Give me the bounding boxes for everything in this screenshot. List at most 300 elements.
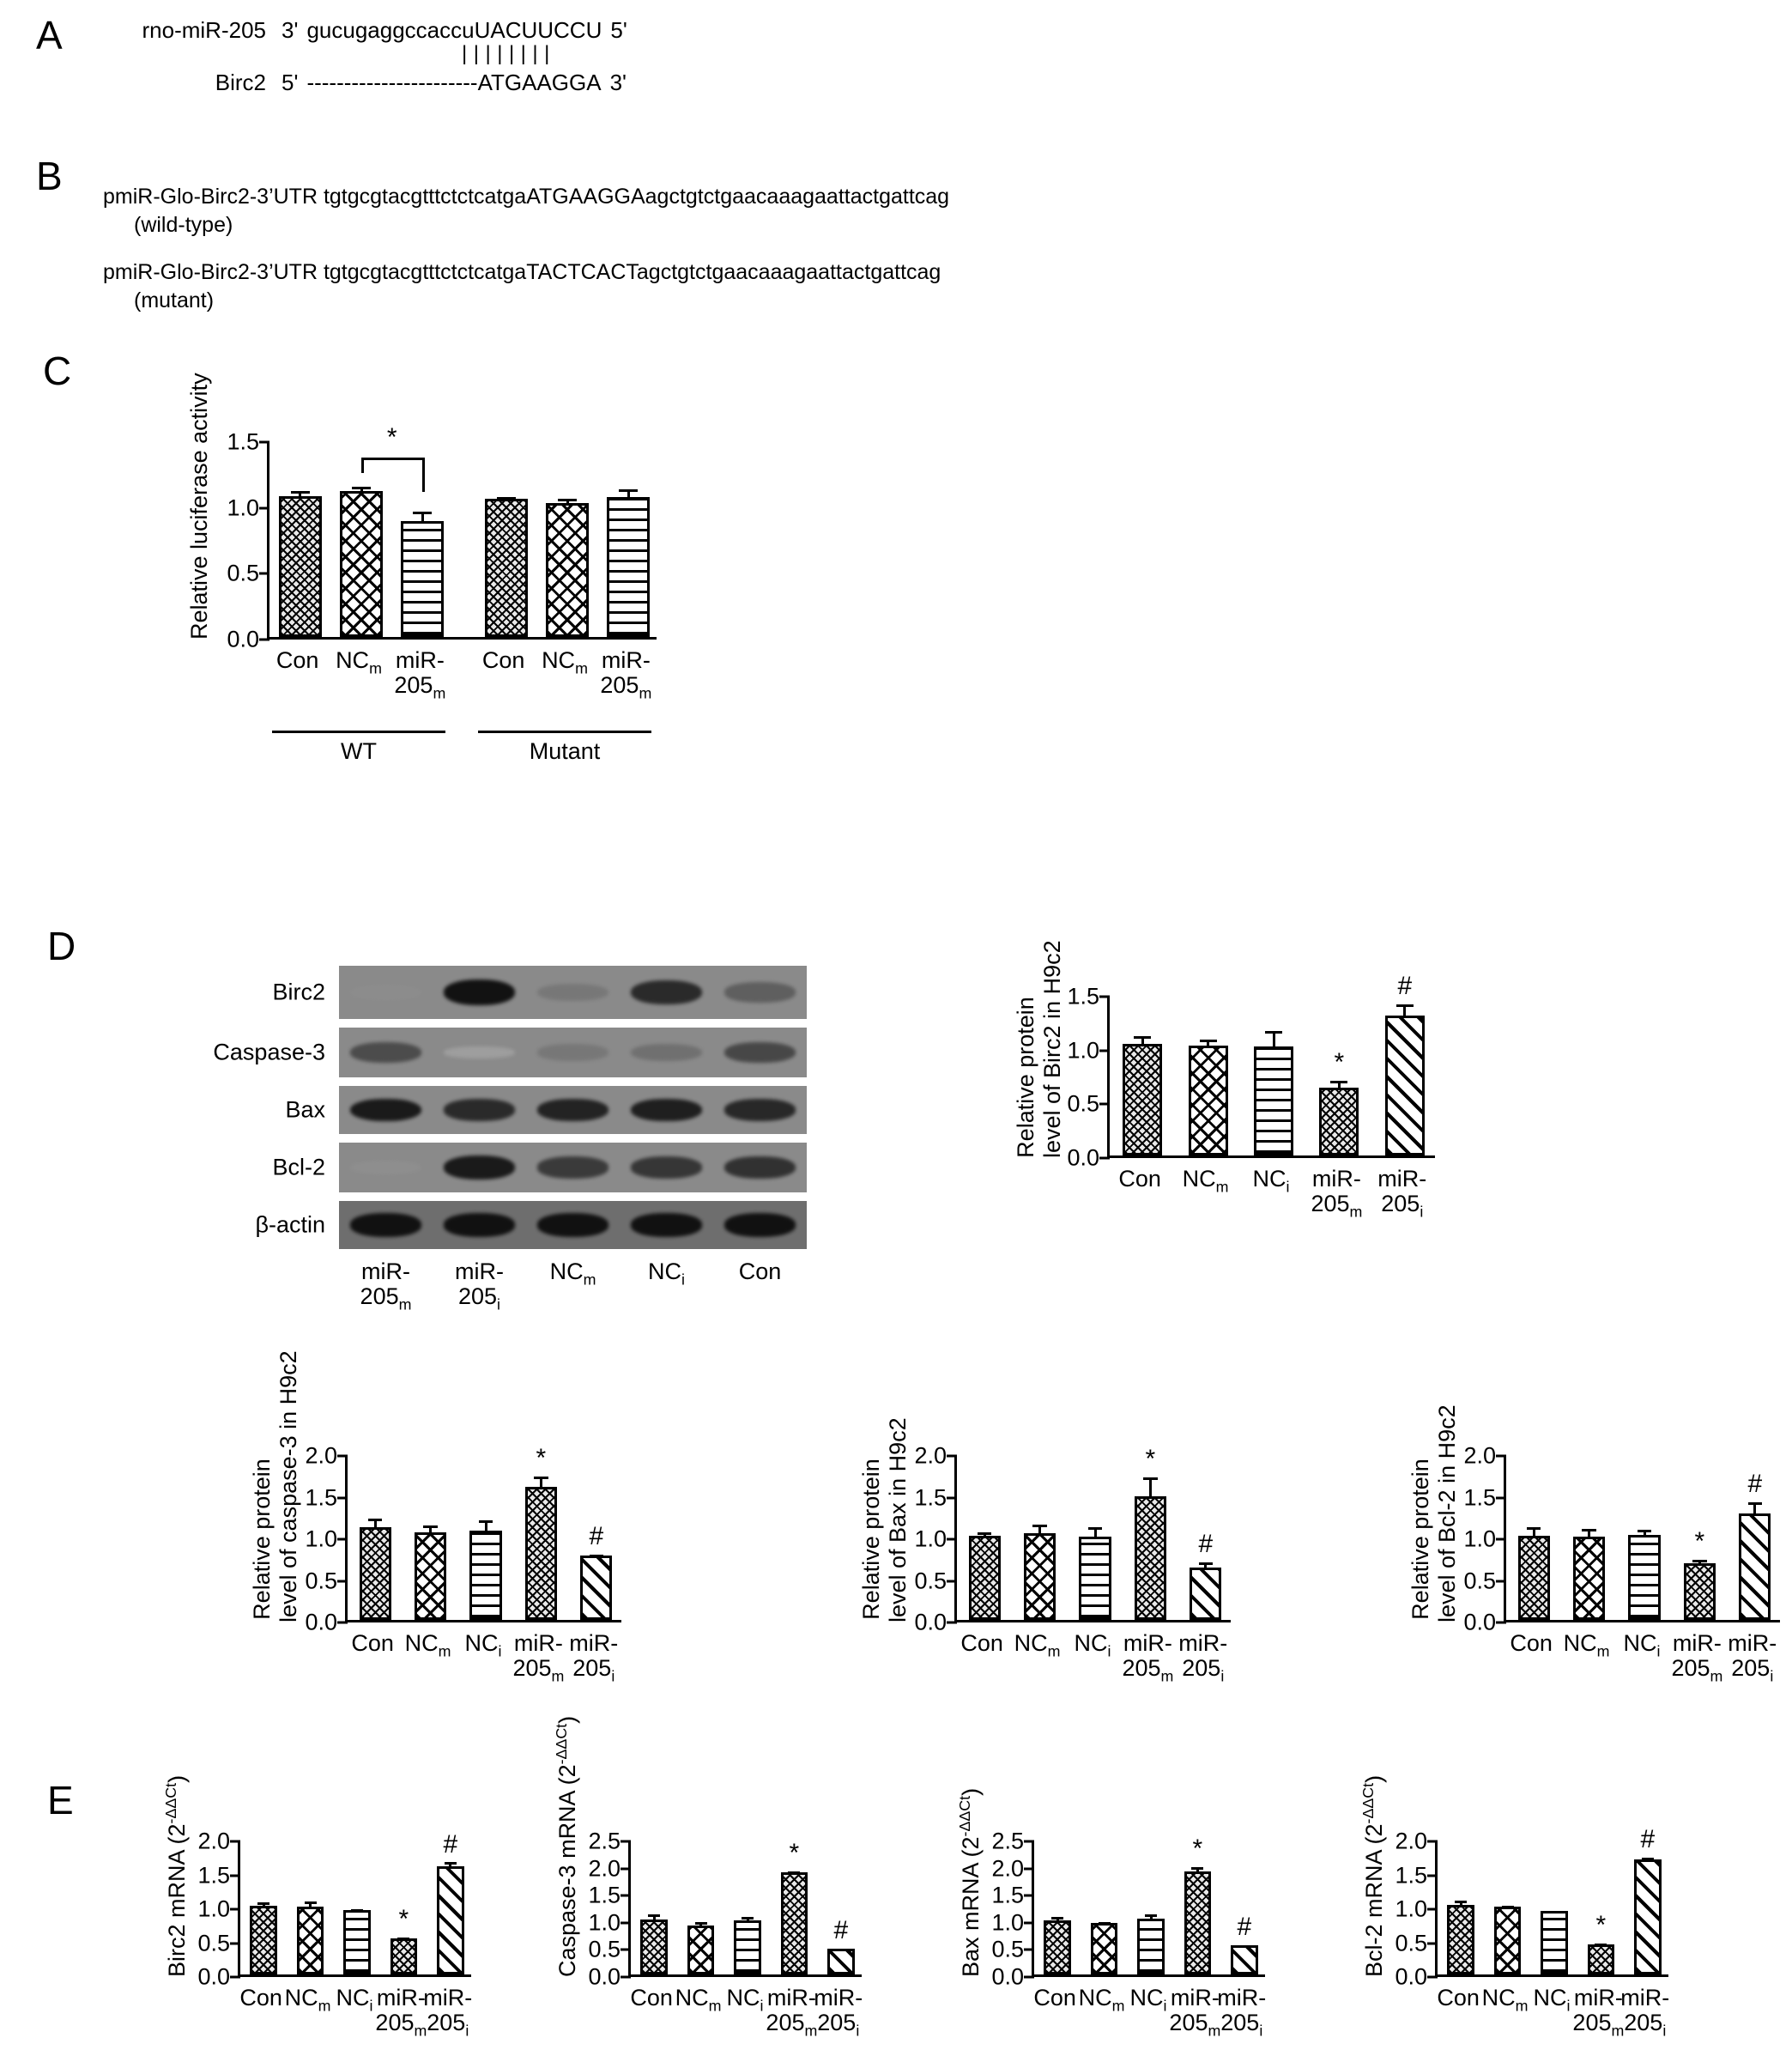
blot-row <box>213 1028 807 1077</box>
y-axis-tick-label: 1.0 <box>227 494 259 521</box>
x-axis-category-label: miR- $205_i$ <box>1377 1166 1427 1221</box>
error-bar <box>1149 1477 1152 1499</box>
alignment-row-5prime: 3' <box>282 17 299 43</box>
y-axis-label: Relative protein level of Bax in H9c2 <box>858 1417 911 1622</box>
error-bar-cap <box>1032 1525 1046 1527</box>
plot-area <box>305 1442 621 1635</box>
y-axis-tick-mark <box>1024 1921 1034 1924</box>
bar <box>1137 1919 1165 1974</box>
error-bar-cap <box>695 1922 707 1925</box>
bar <box>297 1907 324 1974</box>
error-bar-cap <box>788 1871 800 1874</box>
x-axis-category-label: Con <box>630 1985 673 2011</box>
blot-row-label: Bcl-2 <box>272 1154 325 1180</box>
y-axis-tick-label: 0.0 <box>197 1963 230 1990</box>
blot-lane-label: $NC_i$ <box>648 1258 685 1289</box>
bar <box>1024 1533 1056 1620</box>
error-bar-cap <box>1200 1040 1217 1042</box>
group-underline <box>478 731 651 733</box>
bar <box>390 1938 418 1974</box>
blot-band <box>350 1213 421 1236</box>
y-axis-label: Caspase-3 mRNA $(2^{-\Delta\Delta Ct})$ <box>553 1715 580 1977</box>
x-axis-category-label: $NC_i$ <box>336 1985 373 2015</box>
group-label: Mutant <box>529 738 601 764</box>
blot-row-label: Caspase-3 <box>213 1039 325 1065</box>
x-axis-category-label: miR- $205_i$ <box>814 1985 863 2040</box>
panel-letter-b: B <box>36 154 63 198</box>
construct-wildtype-sequence: pmiR-Glo-Birc2-3’UTR tgtgcgtacgtttctctcatgaATGAAGGAagctgtctgaacaaagaattactgattcag <box>103 185 950 209</box>
alignment-row-sequence: gucugaggccaccuUACUUCCU <box>306 17 602 43</box>
y-axis-tick-mark <box>1024 1949 1034 1951</box>
bar <box>1518 1536 1550 1620</box>
y-axis-tick-mark <box>947 1580 957 1582</box>
group-underline <box>272 731 445 733</box>
blot-row-label: β-actin <box>255 1211 325 1238</box>
x-axis-category-label: miR- $205_i$ <box>1620 1985 1670 2040</box>
y-axis-tick-mark <box>230 1841 240 1843</box>
construct-mutant-label: (mutant) <box>134 288 215 312</box>
x-axis-category-label: $NC_i$ <box>1623 1630 1661 1660</box>
significance-bracket-tick <box>361 458 364 473</box>
bar <box>687 1926 715 1974</box>
blot-row <box>255 1201 807 1249</box>
y-axis-tick-label: 0.0 <box>1067 1144 1099 1171</box>
y-axis-tick-mark <box>1496 1496 1506 1499</box>
bar <box>485 499 528 637</box>
error-bar-cap <box>1199 1562 1213 1565</box>
chart-d-birc2-protein <box>1013 940 1442 1240</box>
x-axis-category-label: miR- $205_m$ <box>1169 1985 1221 2040</box>
y-axis-tick-mark <box>1024 1841 1034 1843</box>
blot-band <box>350 1099 421 1122</box>
y-axis-tick-label: 1.5 <box>588 1882 621 1908</box>
x-axis-category-label: Con <box>239 1985 282 2011</box>
bar <box>340 491 383 637</box>
alignment-row-5prime: 5' <box>282 70 299 95</box>
x-axis-category-label: $NC_m$ <box>542 647 588 677</box>
alignment-row-mirna <box>103 17 875 44</box>
bar <box>1447 1905 1474 1974</box>
significance-mark: * <box>1334 1047 1345 1077</box>
blot-band <box>631 1099 702 1121</box>
y-axis-tick-label: 1.0 <box>1067 1037 1099 1064</box>
y-axis-label: Relative protein level of caspase-3 in H9c2 <box>249 1350 302 1622</box>
bar <box>640 1920 668 1974</box>
x-axis-category-label: miR- $205_m$ <box>394 647 446 702</box>
y-axis-tick-mark <box>1024 1976 1034 1979</box>
y-axis-tick-mark <box>337 1496 348 1499</box>
error-bar-cap <box>1145 1914 1157 1917</box>
bar <box>827 1949 855 1974</box>
y-axis-tick-mark <box>230 1908 240 1911</box>
bar <box>360 1527 391 1620</box>
plot-area <box>914 1442 1231 1635</box>
x-axis-category-label: Con <box>275 647 319 673</box>
y-axis-tick-label: 0.5 <box>1395 1930 1427 1956</box>
error-bar-cap <box>1238 1945 1250 1948</box>
significance-mark: * <box>536 1444 547 1473</box>
blot-band <box>537 1213 608 1236</box>
y-axis-tick-label: 0.0 <box>1395 1963 1427 1990</box>
bar <box>1184 1871 1212 1974</box>
panel-letter-c: C <box>43 349 72 393</box>
bar <box>1573 1537 1605 1620</box>
group-label: WT <box>341 738 377 764</box>
error-bar-cap <box>1582 1529 1595 1531</box>
x-axis-category-label: miR- $205_i$ <box>1178 1630 1228 1685</box>
y-axis-label: Relative protein level of Birc2 in H9c2 <box>1013 940 1066 1158</box>
y-axis-tick-mark <box>259 639 269 641</box>
y-axis-tick-mark <box>947 1455 957 1458</box>
y-axis-tick-mark <box>1099 1157 1110 1160</box>
blot-band <box>631 1044 702 1061</box>
error-bar-cap <box>397 1938 409 1940</box>
x-axis-category-label: Con <box>960 1630 1003 1656</box>
significance-mark: * <box>1192 1835 1203 1864</box>
x-axis-category-label: Con <box>1033 1985 1076 2011</box>
y-axis-tick-label: 1.5 <box>227 428 259 455</box>
blot-lane-label: $NC_m$ <box>549 1258 596 1289</box>
y-axis-tick-mark <box>621 1921 631 1924</box>
y-axis-tick-label: 2.0 <box>1395 1828 1427 1854</box>
bar <box>469 1531 501 1620</box>
bar <box>1739 1513 1771 1620</box>
y-axis-tick-mark <box>1099 1049 1110 1052</box>
y-axis-tick-mark <box>947 1622 957 1624</box>
y-axis-tick-mark <box>1496 1455 1506 1458</box>
blot-band <box>444 1046 515 1058</box>
panel-a-alignment <box>103 17 875 96</box>
blot-band <box>537 1099 608 1121</box>
blot-band <box>724 1099 796 1121</box>
bar <box>1189 1046 1228 1155</box>
bar <box>546 503 589 637</box>
x-axis-category-label: miR- $205_m$ <box>766 1985 818 2040</box>
error-bar-cap <box>534 1477 548 1479</box>
y-axis-tick-label: 1.5 <box>914 1484 947 1510</box>
bar <box>1588 1944 1615 1974</box>
panel-letter-e: E <box>47 1778 74 1823</box>
error-bar-cap <box>742 1917 754 1920</box>
chart-e-bax-mrna <box>953 1787 1270 2056</box>
blot-band <box>444 1213 515 1236</box>
y-axis-tick-mark <box>1427 1874 1438 1877</box>
significance-mark: * <box>386 423 397 452</box>
x-axis-category-label: $NC_i$ <box>1252 1166 1290 1196</box>
bar <box>1634 1859 1662 1974</box>
x-axis-category-label: miR- $205_m$ <box>600 647 652 702</box>
y-axis-tick-label: 0.5 <box>991 1936 1024 1962</box>
bar <box>781 1872 808 1974</box>
y-axis-tick-mark <box>337 1538 348 1541</box>
construct-wildtype-label: (wild-type) <box>134 213 233 237</box>
y-axis-tick-mark <box>259 573 269 575</box>
bar <box>437 1866 464 1974</box>
y-axis-tick-mark <box>1496 1538 1506 1541</box>
y-axis-tick-label: 1.5 <box>991 1882 1024 1908</box>
y-axis-tick-label: 0.0 <box>914 1609 947 1635</box>
bar <box>1319 1088 1359 1155</box>
error-bar-cap <box>1191 1867 1203 1870</box>
x-axis-category-label: $NC_m$ <box>1182 1166 1229 1196</box>
x-axis-category-label: $NC_i$ <box>464 1630 502 1660</box>
blot-band <box>537 1044 608 1060</box>
y-axis-tick-label: 2.0 <box>1463 1442 1496 1469</box>
blot-lane-label: Con <box>738 1258 782 1284</box>
y-axis-tick-mark <box>1427 1942 1438 1944</box>
x-axis-category-label: miR- $205_i$ <box>569 1630 619 1685</box>
x-axis-category-label: Con <box>1510 1630 1553 1656</box>
error-bar-cap <box>497 497 516 500</box>
error-bar-cap <box>351 1909 363 1912</box>
blot-band <box>631 1156 702 1179</box>
error-bar-cap <box>619 489 638 492</box>
y-axis-tick-label: 0.0 <box>227 626 259 652</box>
chart-c-luciferase <box>185 373 665 764</box>
bar <box>607 497 650 637</box>
significance-mark: * <box>1145 1445 1156 1474</box>
y-axis-tick-mark <box>337 1455 348 1458</box>
y-axis-tick-label: 0.0 <box>305 1609 337 1635</box>
y-axis-tick-label: 1.5 <box>1067 983 1099 1010</box>
error-bar-cap <box>479 1520 493 1523</box>
plot-area <box>1463 1442 1780 1635</box>
y-axis-tick-label: 0.5 <box>305 1568 337 1593</box>
plot-area <box>588 1828 862 1990</box>
y-axis-tick-label: 0.5 <box>1067 1090 1099 1117</box>
blot-band <box>444 1155 515 1180</box>
bar <box>525 1487 557 1620</box>
bar <box>734 1920 761 1974</box>
y-axis-tick-mark <box>259 441 269 444</box>
x-axis-category-label: miR- $205_m$ <box>1122 1630 1174 1685</box>
blot-band <box>724 982 796 1003</box>
error-bar-cap <box>1088 1527 1102 1530</box>
y-axis-tick-mark <box>259 506 269 509</box>
x-axis-category-label: $NC_m$ <box>1481 1985 1529 2015</box>
bar <box>1385 1016 1425 1155</box>
bar <box>1254 1046 1293 1155</box>
blot-band <box>724 1042 796 1063</box>
error-bar-cap <box>558 499 577 501</box>
error-bar-cap <box>835 1949 847 1951</box>
construct-mutant-sequence: pmiR-Glo-Birc2-3’UTR tgtgcgtacgtttctctcatgaTACTCACTagctgtctgaacaaagaattactgattcag <box>103 260 941 284</box>
panel-b-constructs <box>103 185 1305 336</box>
significance-mark: # <box>1397 971 1413 1000</box>
chart-e-caspase3-mrna <box>549 1715 867 2056</box>
error-bar-cap <box>368 1519 382 1521</box>
alignment-pairing: |||||||| <box>462 42 556 65</box>
y-axis-tick-label: 0.0 <box>1463 1609 1496 1635</box>
significance-bracket-tick <box>422 458 425 492</box>
error-bar-cap <box>1692 1560 1706 1562</box>
error-bar-cap <box>1642 1858 1654 1860</box>
x-axis-category-label: miR- $205_i$ <box>1728 1630 1777 1685</box>
blot-band <box>724 1213 796 1236</box>
chart-e-birc2-mrna <box>159 1774 476 2056</box>
bar <box>1135 1496 1166 1620</box>
y-axis-tick-label: 1.5 <box>1463 1484 1496 1510</box>
blot-band <box>350 985 421 1000</box>
y-axis-tick-mark <box>621 1841 631 1843</box>
significance-mark: # <box>589 1522 604 1551</box>
panel-letter-a: A <box>36 13 63 58</box>
alignment-row-3prime: 3' <box>609 70 627 95</box>
error-bar-cap <box>1748 1502 1762 1505</box>
significance-mark: # <box>833 1915 849 1944</box>
y-axis-tick-label: 1.5 <box>197 1862 230 1888</box>
y-axis-tick-label: 1.0 <box>1395 1895 1427 1922</box>
blot-row-label: Bax <box>285 1096 325 1123</box>
y-axis-tick-mark <box>621 1949 631 1951</box>
blot-band <box>537 984 608 1002</box>
y-axis-tick-mark <box>230 1874 240 1877</box>
blot-row <box>272 966 807 1019</box>
error-bar-cap <box>305 1901 317 1904</box>
error-bar-cap <box>423 1525 437 1528</box>
blot-row-label: Birc2 <box>272 979 325 1005</box>
y-axis-label: Relative protein level of Bcl-2 in H9c2 <box>1408 1404 1461 1622</box>
chart-d-caspase3-protein <box>249 1350 627 1708</box>
y-axis-tick-label: 1.0 <box>305 1525 337 1552</box>
x-axis-category-label: $NC_m$ <box>1563 1630 1610 1660</box>
y-axis-label: Relative luciferase activity <box>186 373 212 640</box>
x-axis-category-label: miR- $205_i$ <box>1217 1985 1267 2040</box>
blot-band <box>631 1213 702 1236</box>
y-axis-tick-mark <box>1024 1867 1034 1870</box>
significance-mark: * <box>398 1905 409 1934</box>
bar <box>1091 1923 1118 1974</box>
alignment-row-target <box>103 70 875 96</box>
western-blot-image <box>213 966 807 1313</box>
y-axis-tick-mark <box>621 1976 631 1979</box>
blot-band <box>631 980 702 1004</box>
x-axis-category-label: $NC_m$ <box>404 1630 451 1660</box>
x-axis-category-label: Con <box>1118 1166 1161 1192</box>
error-bar-cap <box>291 491 310 494</box>
x-axis-category-label: miR- $205_m$ <box>375 1985 427 2040</box>
y-axis-tick-label: 0.5 <box>588 1936 621 1962</box>
plot-area <box>197 1828 471 1990</box>
y-axis-label: Bcl-2 mRNA $(2^{-\Delta\Delta Ct})$ <box>1359 1774 1387 1977</box>
x-axis-category-label: $NC_i$ <box>1129 1985 1167 2015</box>
blot-lane-label: miR- $205_i$ <box>455 1258 504 1313</box>
y-axis-tick-mark <box>1496 1580 1506 1582</box>
error-bar-cap <box>1330 1081 1347 1083</box>
error-bar-cap <box>413 512 432 514</box>
x-axis-category-label: miR- $205_m$ <box>512 1630 565 1685</box>
error-bar-cap <box>590 1555 603 1557</box>
bar <box>1541 1911 1568 1974</box>
y-axis-tick-mark <box>1427 1976 1438 1979</box>
y-axis-tick-mark <box>947 1538 957 1541</box>
y-axis-tick-label: 1.5 <box>305 1484 337 1510</box>
bar <box>1684 1563 1716 1620</box>
bar <box>1123 1044 1162 1155</box>
y-axis-tick-mark <box>947 1496 957 1499</box>
error-bar-cap <box>1099 1922 1111 1925</box>
error-bar-cap <box>352 487 371 489</box>
bar <box>279 496 322 637</box>
x-axis-category-label: $NC_m$ <box>1078 1985 1125 2015</box>
significance-mark: # <box>443 1829 458 1859</box>
error-bar-cap <box>1502 1906 1514 1908</box>
error-bar-cap <box>1051 1917 1063 1920</box>
alignment-row-sequence: -----------------------ATGAAGGA <box>306 70 602 95</box>
bar <box>1628 1535 1660 1620</box>
y-axis-tick-mark <box>1427 1841 1438 1843</box>
error-bar-cap <box>648 1914 660 1917</box>
y-axis-label: Bax mRNA $(2^{-\Delta\Delta Ct})$ <box>956 1787 984 1977</box>
blot-band <box>537 1156 608 1178</box>
bar <box>1231 1945 1258 1974</box>
error-bar-cap <box>1638 1530 1651 1532</box>
blot-band <box>350 1161 421 1174</box>
y-axis-tick-label: 1.0 <box>197 1895 230 1922</box>
blot-band <box>724 1156 796 1179</box>
y-axis-tick-label: 1.0 <box>1463 1525 1496 1552</box>
y-axis-tick-mark <box>621 1867 631 1870</box>
alignment-row-label: Birc2 <box>215 70 266 95</box>
error-bar-cap <box>445 1862 457 1865</box>
y-axis-tick-label: 0.0 <box>991 1963 1024 1990</box>
error-bar-cap <box>1455 1901 1467 1903</box>
error-bar <box>1273 1031 1275 1049</box>
error-bar-cap <box>978 1532 991 1535</box>
plot-area <box>991 1828 1265 1990</box>
y-axis-tick-mark <box>1099 1103 1110 1106</box>
chart-e-bcl2-mrna <box>1356 1774 1674 2056</box>
x-axis-category-label: $NC_i$ <box>726 1985 764 2015</box>
x-axis-category-label: $NC_m$ <box>336 647 382 677</box>
plot-area <box>227 423 657 652</box>
significance-mark: * <box>789 1838 800 1867</box>
x-axis-category-label: $NC_i$ <box>1074 1630 1111 1660</box>
y-axis-tick-mark <box>337 1622 348 1624</box>
x-axis-category-label: $NC_m$ <box>284 1985 331 2015</box>
y-axis-tick-mark <box>1427 1908 1438 1911</box>
error-bar-cap <box>257 1902 269 1905</box>
bar <box>580 1556 612 1620</box>
alignment-row-label: rno-miR-205 <box>142 17 266 43</box>
chart-d-bcl2-protein <box>1408 1404 1785 1708</box>
significance-mark: # <box>1640 1824 1656 1853</box>
y-axis-label: Birc2 mRNA $(2^{-\Delta\Delta Ct})$ <box>162 1774 190 1977</box>
significance-bracket <box>361 458 422 460</box>
significance-mark: * <box>1595 1910 1607 1939</box>
error-bar-cap <box>1143 1477 1157 1480</box>
y-axis-tick-label: 2.0 <box>914 1442 947 1469</box>
significance-mark: * <box>1694 1527 1705 1556</box>
bar <box>415 1532 446 1620</box>
y-axis-tick-mark <box>230 1976 240 1979</box>
significance-mark: # <box>1747 1470 1763 1499</box>
y-axis-tick-label: 1.5 <box>1395 1862 1427 1888</box>
error-bar-cap <box>1548 1911 1560 1913</box>
y-axis-tick-label: 2.0 <box>991 1855 1024 1882</box>
bar <box>250 1906 277 1974</box>
blot-lane-labels <box>339 1249 807 1313</box>
x-axis-category-label: Con <box>351 1630 394 1656</box>
y-axis-tick-mark <box>230 1942 240 1944</box>
y-axis-tick-mark <box>337 1580 348 1582</box>
x-axis-category-label: Con <box>481 647 525 673</box>
bar <box>343 1910 371 1974</box>
chart-d-bax-protein <box>858 1416 1236 1708</box>
blot-row <box>272 1143 807 1192</box>
x-axis-category-label: $NC_m$ <box>675 1985 722 2015</box>
plot-area <box>1067 971 1435 1171</box>
